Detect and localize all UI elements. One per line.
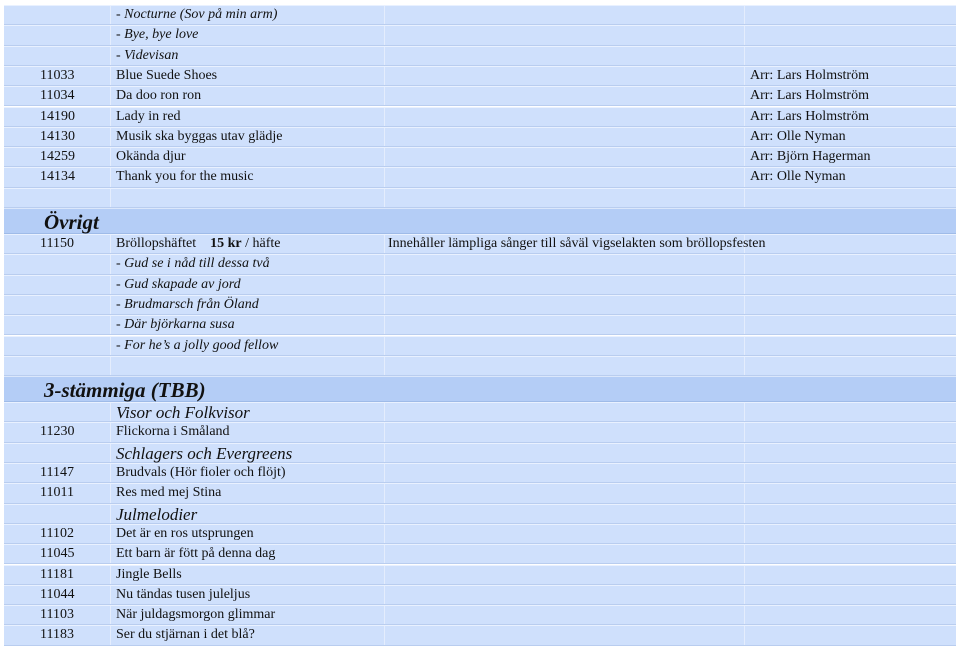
item-number: 11150 bbox=[40, 236, 74, 251]
table-row bbox=[4, 107, 956, 127]
item-title: Da doo ron ron bbox=[116, 88, 202, 104]
item-title: Musik ska byggas utav glädje bbox=[116, 128, 283, 144]
item-title: - Gud skapade av jord bbox=[116, 276, 241, 292]
item-number: 11147 bbox=[40, 465, 74, 480]
table-row bbox=[4, 147, 956, 167]
item-title: När juldagsmorgon glimmar bbox=[116, 607, 276, 623]
item-number: 11034 bbox=[40, 88, 75, 104]
item-title: - Brudmarsch från Öland bbox=[116, 296, 259, 312]
item-title: Brudvals (Hör fioler och flöjt) bbox=[116, 465, 286, 480]
item-number: 14134 bbox=[40, 169, 75, 185]
item-note: Innehåller lämpliga sånger till såväl vigselakten som bröllopsfesten bbox=[388, 236, 766, 251]
table-row bbox=[4, 66, 956, 86]
item-number: 11044 bbox=[40, 586, 75, 602]
item-title: Okända djur bbox=[116, 149, 186, 165]
item-number: 14190 bbox=[40, 108, 75, 124]
item-title: Ett barn är fött på denna dag bbox=[116, 546, 276, 562]
table-row bbox=[4, 336, 956, 356]
item-title: Res med mej Stina bbox=[116, 485, 222, 501]
table-row bbox=[4, 86, 956, 106]
table-row bbox=[4, 127, 956, 147]
table-row bbox=[4, 167, 956, 187]
item-title: - Där björkarna susa bbox=[116, 317, 235, 333]
item-title: Det är en ros utsprungen bbox=[116, 525, 254, 541]
item-arranger: Arr: Björn Hagerman bbox=[750, 149, 871, 165]
table-row bbox=[4, 188, 956, 208]
category-title: Julmelodier bbox=[116, 504, 198, 524]
table-row bbox=[4, 46, 956, 66]
section-title: Övrigt bbox=[44, 210, 99, 234]
section-header bbox=[4, 376, 956, 402]
item-number: 11045 bbox=[40, 546, 75, 562]
item-title: - Bye, bye love bbox=[116, 27, 199, 43]
item-number: 14130 bbox=[40, 128, 75, 144]
item-arranger: Arr: Lars Holmström bbox=[750, 108, 869, 124]
table-row bbox=[4, 483, 956, 503]
table-row bbox=[4, 275, 956, 295]
table-row bbox=[4, 254, 956, 274]
item-number: 11181 bbox=[40, 566, 74, 582]
item-number: 11011 bbox=[40, 485, 74, 501]
table-row bbox=[4, 422, 956, 442]
table-row bbox=[4, 295, 956, 315]
item-title: Nu tändas tusen juleljus bbox=[116, 586, 251, 602]
table-row bbox=[4, 544, 956, 564]
item-arranger: Arr: Lars Holmström bbox=[750, 67, 869, 83]
table-row bbox=[4, 315, 956, 335]
category-header bbox=[4, 504, 956, 524]
item-title: - For he’s a jolly good fellow bbox=[116, 337, 279, 353]
item-arranger: Arr: Olle Nyman bbox=[750, 128, 846, 144]
table-row bbox=[4, 234, 956, 254]
item-number: 11183 bbox=[40, 627, 74, 643]
table-row bbox=[4, 463, 956, 483]
item-number: 11230 bbox=[40, 424, 75, 440]
table-row bbox=[4, 5, 956, 25]
item-number: 11102 bbox=[40, 525, 74, 541]
category-title: Visor och Folkvisor bbox=[116, 403, 250, 423]
item-price-unit: / häfte bbox=[241, 236, 281, 251]
item-title: Ser du stjärnan i det blå? bbox=[116, 627, 255, 643]
section-header bbox=[4, 208, 956, 234]
table-row bbox=[4, 625, 956, 645]
item-title: Lady in red bbox=[116, 108, 181, 124]
category-header bbox=[4, 402, 956, 422]
item-number: 11103 bbox=[40, 607, 74, 623]
item-title: - Nocturne (Sov på min arm) bbox=[116, 7, 278, 22]
item-title: Flickorna i Småland bbox=[116, 424, 230, 440]
table-row bbox=[4, 565, 956, 585]
item-arranger: Arr: Lars Holmström bbox=[750, 88, 869, 104]
item-title: - Gud se i nåd till dessa två bbox=[116, 256, 270, 272]
item-arranger: Arr: Olle Nyman bbox=[750, 169, 846, 185]
table-row bbox=[4, 25, 956, 45]
item-title: Thank you for the music bbox=[116, 169, 254, 185]
table-row bbox=[4, 356, 956, 376]
category-title: Schlagers och Evergreens bbox=[116, 443, 293, 463]
table-row bbox=[4, 605, 956, 625]
item-price: 15 kr bbox=[210, 236, 242, 251]
item-number: 11033 bbox=[40, 67, 75, 83]
item-number: 14259 bbox=[40, 149, 75, 165]
item-title: Jingle Bells bbox=[116, 566, 182, 582]
item-title: Bröllopshäftet 15 kr / häfte bbox=[116, 236, 281, 251]
table-row bbox=[4, 585, 956, 605]
item-title: - Videvisan bbox=[116, 47, 179, 63]
item-title: Blue Suede Shoes bbox=[116, 67, 218, 83]
table-row bbox=[4, 524, 956, 544]
category-header bbox=[4, 443, 956, 463]
section-title: 3-stämmiga (TBB) bbox=[44, 378, 206, 403]
